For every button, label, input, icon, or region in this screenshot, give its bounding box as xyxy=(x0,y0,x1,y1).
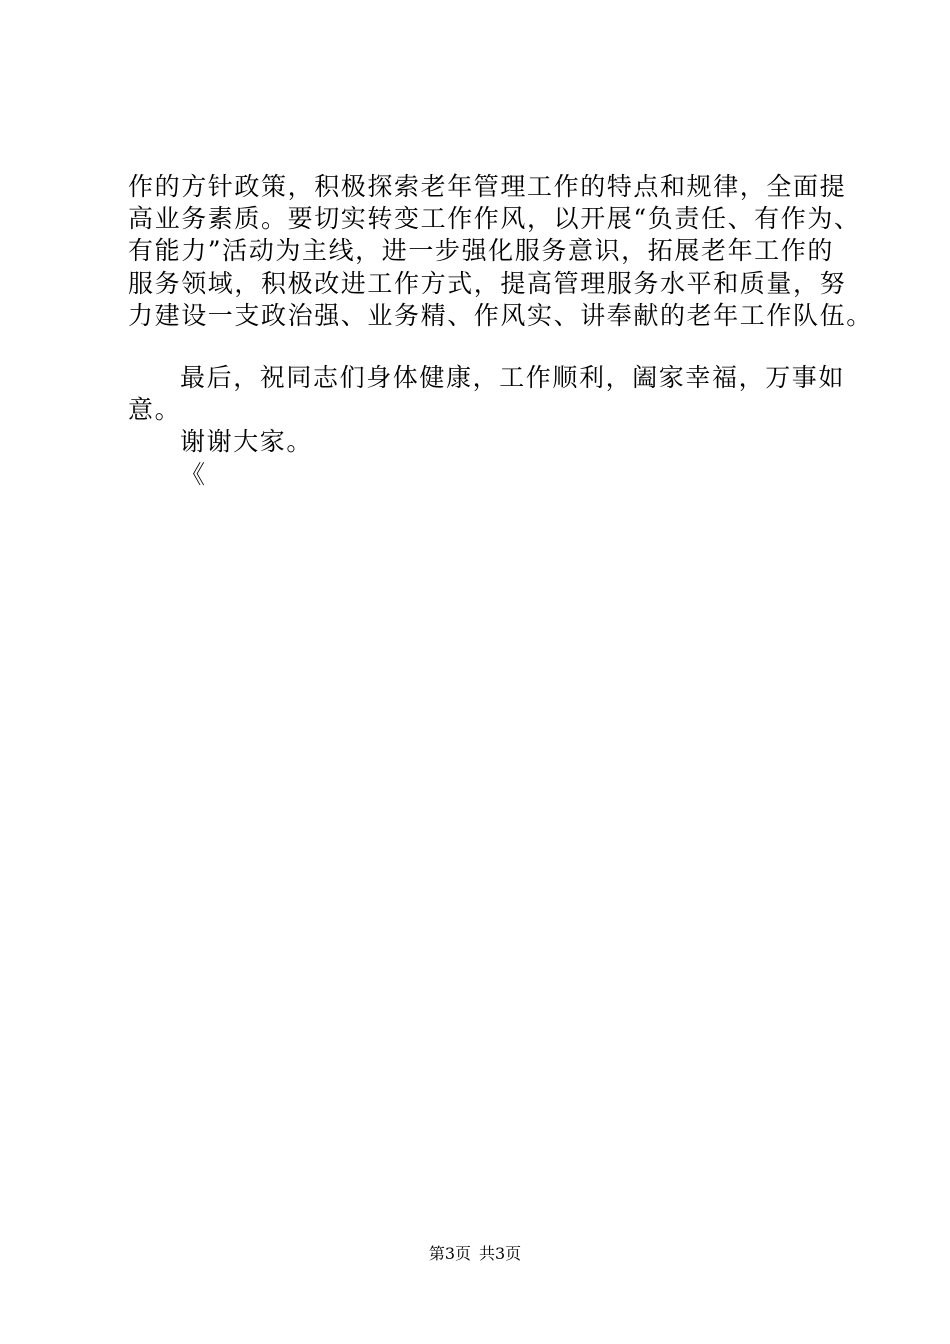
paragraph-line: 作的方针政策，积极探索老年管理工作的特点和规律，全面提 xyxy=(128,172,847,201)
paragraph-line: 力建设一支政治强、业务精、作风实、讲奉献的老年工作队伍。 xyxy=(128,300,873,330)
trailing-bracket: 《 xyxy=(180,459,207,489)
thanks-line: 谢谢大家。 xyxy=(180,427,314,457)
paragraph-line: 高业务素质。要切实转变工作作风，以开展“负责任、有作为、 xyxy=(128,204,861,234)
page-number: 第3页 xyxy=(428,1244,471,1263)
closing-wishes-line: 意。 xyxy=(128,395,182,425)
page-footer xyxy=(0,1243,950,1265)
closing-wishes-line: 最后，祝同志们身体健康，工作顺利，阖家幸福，万事如 xyxy=(180,362,846,392)
document-body xyxy=(128,171,873,491)
paragraph-line: 有能力”活动为主线，进一步强化服务意识，拓展老年工作的 xyxy=(128,236,834,266)
page-total: 共3页 xyxy=(479,1244,522,1263)
paragraph-line: 服务领域，积极改进工作方式，提高管理服务水平和质量，努 xyxy=(128,268,847,298)
paragraph-gap xyxy=(128,332,848,362)
